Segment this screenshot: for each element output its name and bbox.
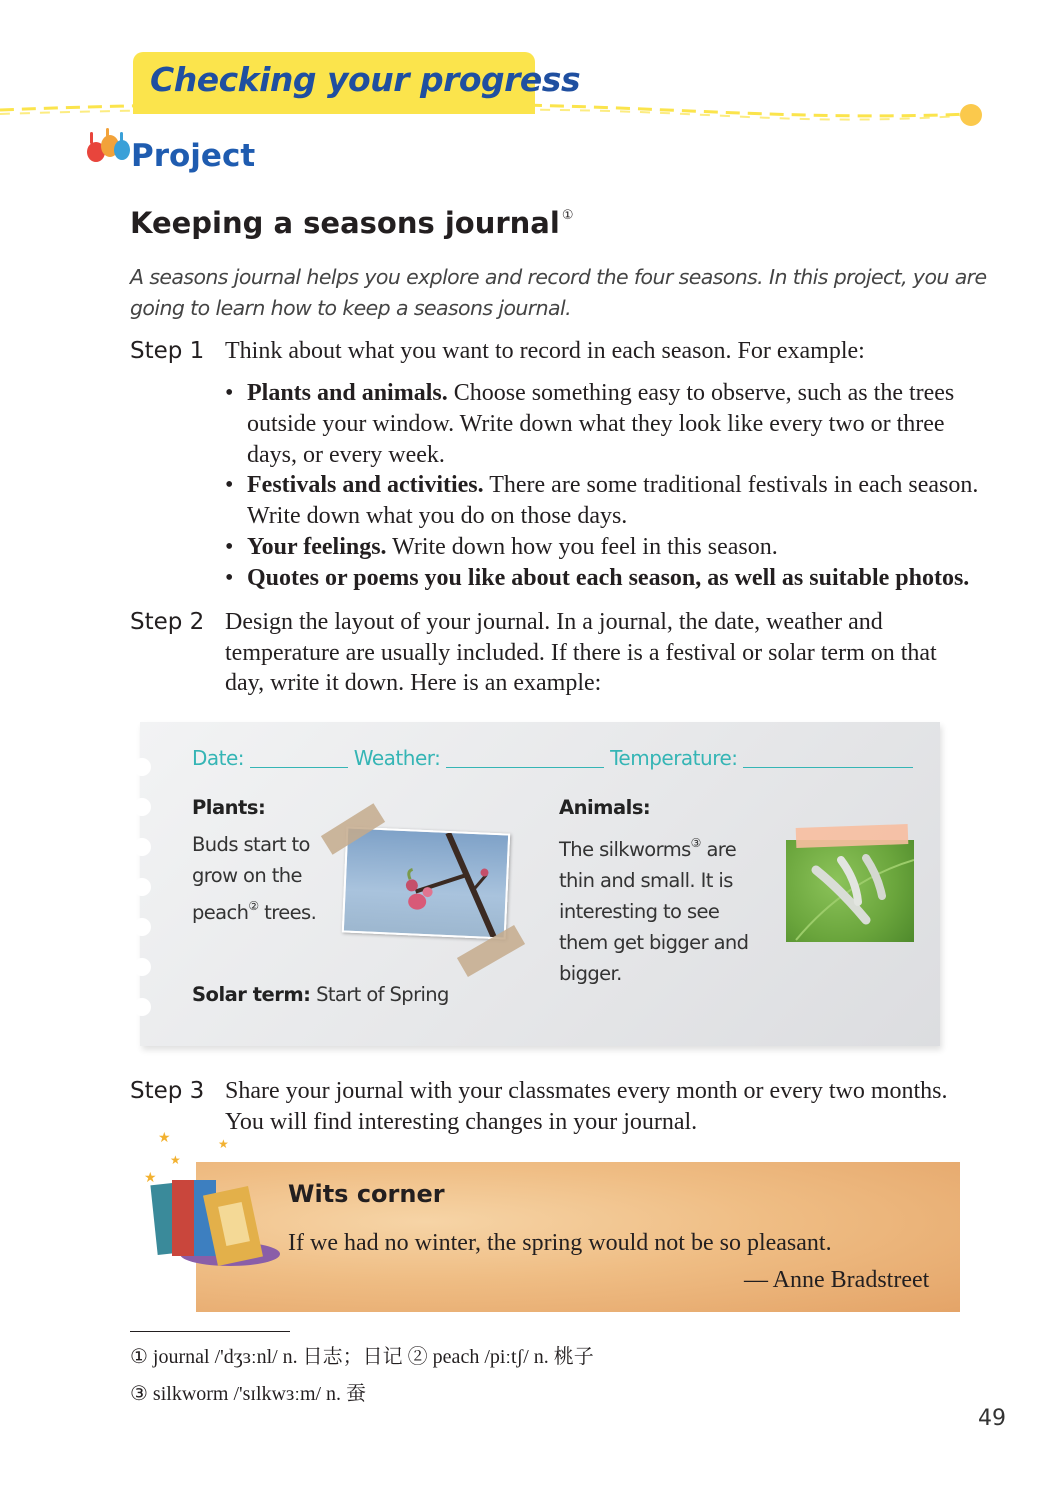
bullet-text: Write down how you feel in this season.: [386, 533, 778, 560]
intro-paragraph: A seasons journal helps you explore and record the four seasons. In this project, you are going to learn how to keep a seasons journal.: [130, 265, 987, 320]
step1-label: Step 1: [130, 338, 205, 364]
weather-label: Weather:: [353, 746, 441, 770]
bullet-text: Choose something easy to observe, such as the trees outside your window. Write down what they look like every two or three days, or every week.: [247, 380, 955, 468]
hands-icon: [84, 126, 132, 170]
journal-example-card: [140, 722, 940, 1046]
peach-branch-image: [344, 829, 508, 938]
svg-text:★: ★: [170, 1153, 181, 1167]
bullet-bold: Festivals and activities.: [247, 472, 484, 499]
svg-text:★: ★: [218, 1137, 229, 1151]
step2-label: Step 2: [130, 609, 205, 635]
wits-author: — Anne Bradstreet: [744, 1267, 930, 1293]
step3-text: Share your journal with your classmates every month or every two months. You will find interesting changes in your journal.: [225, 1078, 948, 1135]
temperature-label: Temperature:: [610, 746, 738, 770]
plants-label: Plants:: [192, 796, 266, 819]
bullet-text: There are some traditional festivals in each season. Write down what you do on those days.: [247, 472, 979, 530]
solar-term-label: Solar term:: [192, 983, 311, 1006]
binder-hole: [133, 998, 151, 1016]
section-title-text: Keeping a seasons journal: [130, 206, 560, 240]
animals-text-part2: are thin and small. It is interesting to see them get bigger and bigger.: [559, 838, 749, 985]
wits-corner-title: Wits corner: [288, 1180, 445, 1208]
footnote-mark-1: ①: [561, 208, 574, 223]
bullet-bold: Quotes or poems you like about each season, as well as suitable photos.: [247, 564, 970, 591]
banner-title: Checking your progress: [150, 60, 581, 99]
binder-hole: [133, 918, 151, 936]
svg-text:★: ★: [144, 1171, 157, 1186]
plants-text: [192, 829, 322, 928]
date-label: Date:: [192, 746, 245, 770]
bullet-bold: Your feelings.: [247, 533, 387, 560]
animals-text-part1: The silkworms: [559, 838, 691, 861]
journal-header-fields: [192, 746, 913, 770]
peach-buds-photo: [342, 826, 510, 939]
binder-hole: [133, 958, 151, 976]
date-blank: [250, 747, 348, 768]
bullet-item: [225, 532, 985, 563]
animals-label: Animals:: [559, 796, 651, 819]
svg-text:★: ★: [158, 1131, 171, 1146]
tape-strip: [796, 824, 909, 848]
solar-term-value: Start of Spring: [310, 983, 449, 1006]
project-title: Project: [131, 138, 256, 174]
bullet-item: [225, 563, 985, 594]
wits-quote: If we had no winter, the spring would not be so pleasant.: [288, 1230, 832, 1256]
bullet-item: [225, 470, 985, 532]
temperature-blank: [743, 747, 913, 768]
step1-text: Think about what you want to record in each season. For example:: [225, 338, 865, 364]
step1-bullets: [225, 378, 985, 594]
footnote-rule: [130, 1331, 290, 1332]
binder-hole: [133, 878, 151, 896]
animals-text: [559, 828, 759, 989]
footnote-line-1: ① journal /'dʒɜːnl/ n. 日志；日记 ② peach /piːtʃ/ n. 桃子: [130, 1346, 594, 1368]
footnote-mark-3: ③: [690, 836, 701, 850]
solar-term: [192, 979, 449, 1010]
binder-hole: [133, 758, 151, 776]
step2-text: Design the layout of your journal. In a journal, the date, weather and temperature are usually included. If there is a festival or solar term on that day, write it down. Here is an example:: [225, 609, 937, 696]
books-icon: [140, 1120, 290, 1280]
bullet-item: [225, 378, 985, 470]
footnote-mark-2: ②: [248, 899, 259, 913]
step3-label: Step 3: [130, 1078, 205, 1104]
silkworm-image: [786, 840, 914, 942]
plants-text-part1: Buds start to grow on the peach: [192, 833, 310, 924]
section-title: [130, 206, 573, 240]
footnote-line-2: ③ silkworm /'sɪlkwɜːm/ n. 蚕: [130, 1383, 367, 1405]
plants-text-part2: trees.: [258, 901, 317, 924]
binder-hole: [133, 798, 151, 816]
weather-blank: [446, 747, 604, 768]
page-number: 49: [978, 1406, 1006, 1431]
silkworms-photo: [786, 840, 914, 942]
binder-hole: [133, 838, 151, 856]
bullet-bold: Plants and animals.: [247, 380, 448, 406]
